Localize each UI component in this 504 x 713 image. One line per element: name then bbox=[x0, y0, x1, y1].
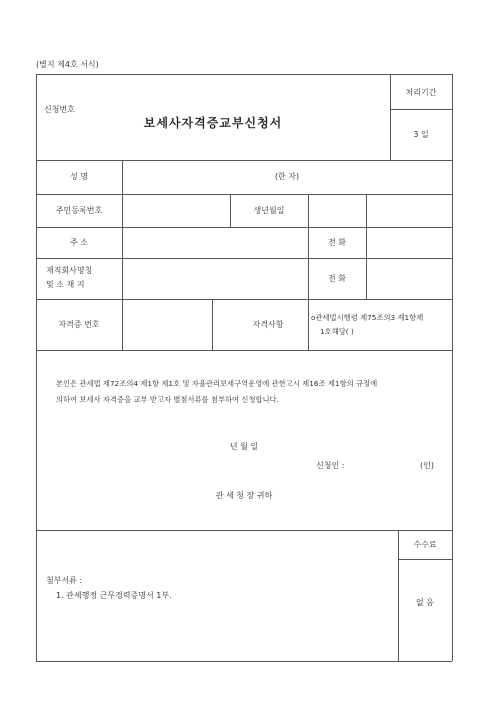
phone-label: 전 화 bbox=[328, 238, 346, 247]
seal-label: (인) bbox=[420, 461, 434, 470]
attachments-label: 첨부서류 : bbox=[46, 576, 83, 585]
processing-period-value: 3 일 bbox=[413, 130, 429, 139]
company-input-area[interactable] bbox=[123, 259, 307, 298]
license-item-divider bbox=[308, 299, 309, 350]
license-item-label: 자격사항 bbox=[252, 320, 284, 329]
phone-input-area[interactable] bbox=[367, 228, 451, 257]
row-line-7 bbox=[36, 530, 452, 531]
addressee: 관 세 청 장 귀하 bbox=[215, 491, 273, 500]
applicant-input-area[interactable] bbox=[360, 457, 414, 473]
address-input-area[interactable] bbox=[123, 228, 307, 257]
resident-no-input-area[interactable] bbox=[123, 195, 229, 226]
application-no-label: 신청번호 bbox=[44, 105, 75, 114]
applicant-label: 신청인 : bbox=[316, 461, 345, 470]
row-line-6 bbox=[36, 350, 452, 351]
date-line: 년 월 일 bbox=[229, 442, 259, 451]
resident-no-divider bbox=[230, 194, 231, 227]
statement-line1: 본인은 관세법 제72조의4 제1항 제1호 및 자율관리보세구역운영에 관한고시 제16조 제1항의 규정에 bbox=[56, 379, 378, 388]
form-bottom-border bbox=[36, 661, 452, 662]
name-input-area[interactable] bbox=[123, 161, 451, 193]
company-label-line1: 재직회사명칭 bbox=[46, 266, 93, 275]
form-right-border bbox=[452, 74, 453, 661]
address-label: 주 소 bbox=[70, 238, 88, 247]
statement-line2: 의하여 보세사 자격증을 교부 받고자 별첨서류를 첨부하여 신청합니다. bbox=[56, 395, 279, 404]
license-item-line2: 1호해당( ) bbox=[320, 327, 354, 336]
hanja-label: (한 자) bbox=[274, 172, 300, 181]
birth-input-area[interactable] bbox=[309, 195, 451, 226]
license-no-label: 자격증 번호 bbox=[58, 320, 100, 329]
row-line-5 bbox=[36, 299, 452, 300]
annex-label: (별지 제4호 서식) bbox=[36, 60, 99, 69]
name-label: 성 명 bbox=[70, 172, 88, 181]
license-no-divider bbox=[212, 299, 213, 350]
fee-label: 수수료 bbox=[413, 540, 437, 549]
birth-label: 생년월일 bbox=[253, 206, 285, 215]
processing-period-label: 처리기간 bbox=[405, 88, 437, 97]
header-divider bbox=[390, 74, 391, 160]
company-label-line2: 및 소 재 지 bbox=[46, 280, 85, 289]
license-item-line1: o관세법시행령 제75조의3 제1항제 bbox=[311, 313, 424, 322]
form-left-border bbox=[36, 74, 37, 661]
license-no-input-area[interactable] bbox=[123, 300, 211, 349]
form-title: 보세사자격증교부신청서 bbox=[143, 116, 283, 130]
attachment-item-1: 1. 관세행정 근무경력증명서 1부. bbox=[56, 591, 172, 600]
fee-value: 없 음 bbox=[416, 598, 434, 607]
resident-no-label: 주민등록번호 bbox=[55, 206, 103, 215]
period-divider bbox=[390, 109, 452, 110]
phone2-input-area[interactable] bbox=[367, 259, 451, 298]
fee-row-divider bbox=[398, 559, 452, 560]
fee-divider bbox=[398, 530, 399, 661]
phone2-label: 전 화 bbox=[328, 274, 346, 283]
